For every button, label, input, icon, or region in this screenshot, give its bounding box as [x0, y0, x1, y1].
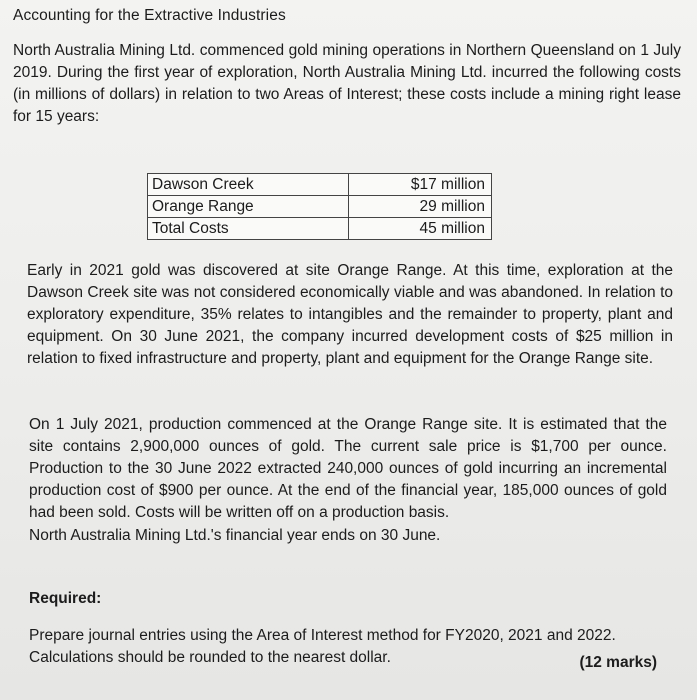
cost-label: Dawson Creek — [148, 174, 349, 196]
production-paragraph: On 1 July 2021, production commenced at the Orange Range site. It is estimated that the site contains 2,900,000 ounces of gold. The current sale price is $1,700 per ounce. Production to the 30 June 2022 extracted 240,000 ounces of gold incurring an incremental production cost of $900 per ounce. At the end of the financial year, 185,000 ounces of gold had been sold. Costs will be written off on a production basis. — [29, 416, 667, 521]
cost-value: $17 million — [349, 174, 492, 196]
required-heading: Required: — [29, 590, 102, 607]
marks-label: (12 marks) — [579, 654, 657, 671]
table-row — [148, 196, 492, 218]
task-paragraph: Prepare journal entries using the Area of Interest method for FY2020, 2021 and 2022. Calculations should be rounded to the nearest dollar. — [29, 627, 616, 666]
document-title: Accounting for the Extractive Industries — [13, 7, 286, 24]
cost-label: Total Costs — [148, 218, 349, 240]
table-row — [148, 218, 492, 240]
intro-paragraph: North Australia Mining Ltd. commenced gold mining operations in Northern Queensland on 1 July 2019. During the first year of exploration, North Australia Mining Ltd. incurred the following costs (in millions of dollars) in relation to two Areas of Interest; these costs include a mining right lease for 15 years: — [13, 42, 681, 125]
cost-value: 29 million — [349, 196, 492, 218]
cost-value: 45 million — [349, 218, 492, 240]
costs-table — [147, 173, 492, 240]
discovery-paragraph: Early in 2021 gold was discovered at site Orange Range. At this time, exploration at the Dawson Creek site was not considered economically viable and was abandoned. In relation to exploratory expenditure, 35% relates to intangibles and the remainder to property, plant and equipment. On 30 June 2021, the company incurred development costs of $25 million in relation to fixed infrastructure and property, plant and equipment for the Orange Range site. — [27, 262, 673, 367]
cost-label: Orange Range — [148, 196, 349, 218]
financial-year-note: North Australia Mining Ltd.'s financial year ends on 30 June. — [29, 527, 441, 544]
table-row — [148, 174, 492, 196]
